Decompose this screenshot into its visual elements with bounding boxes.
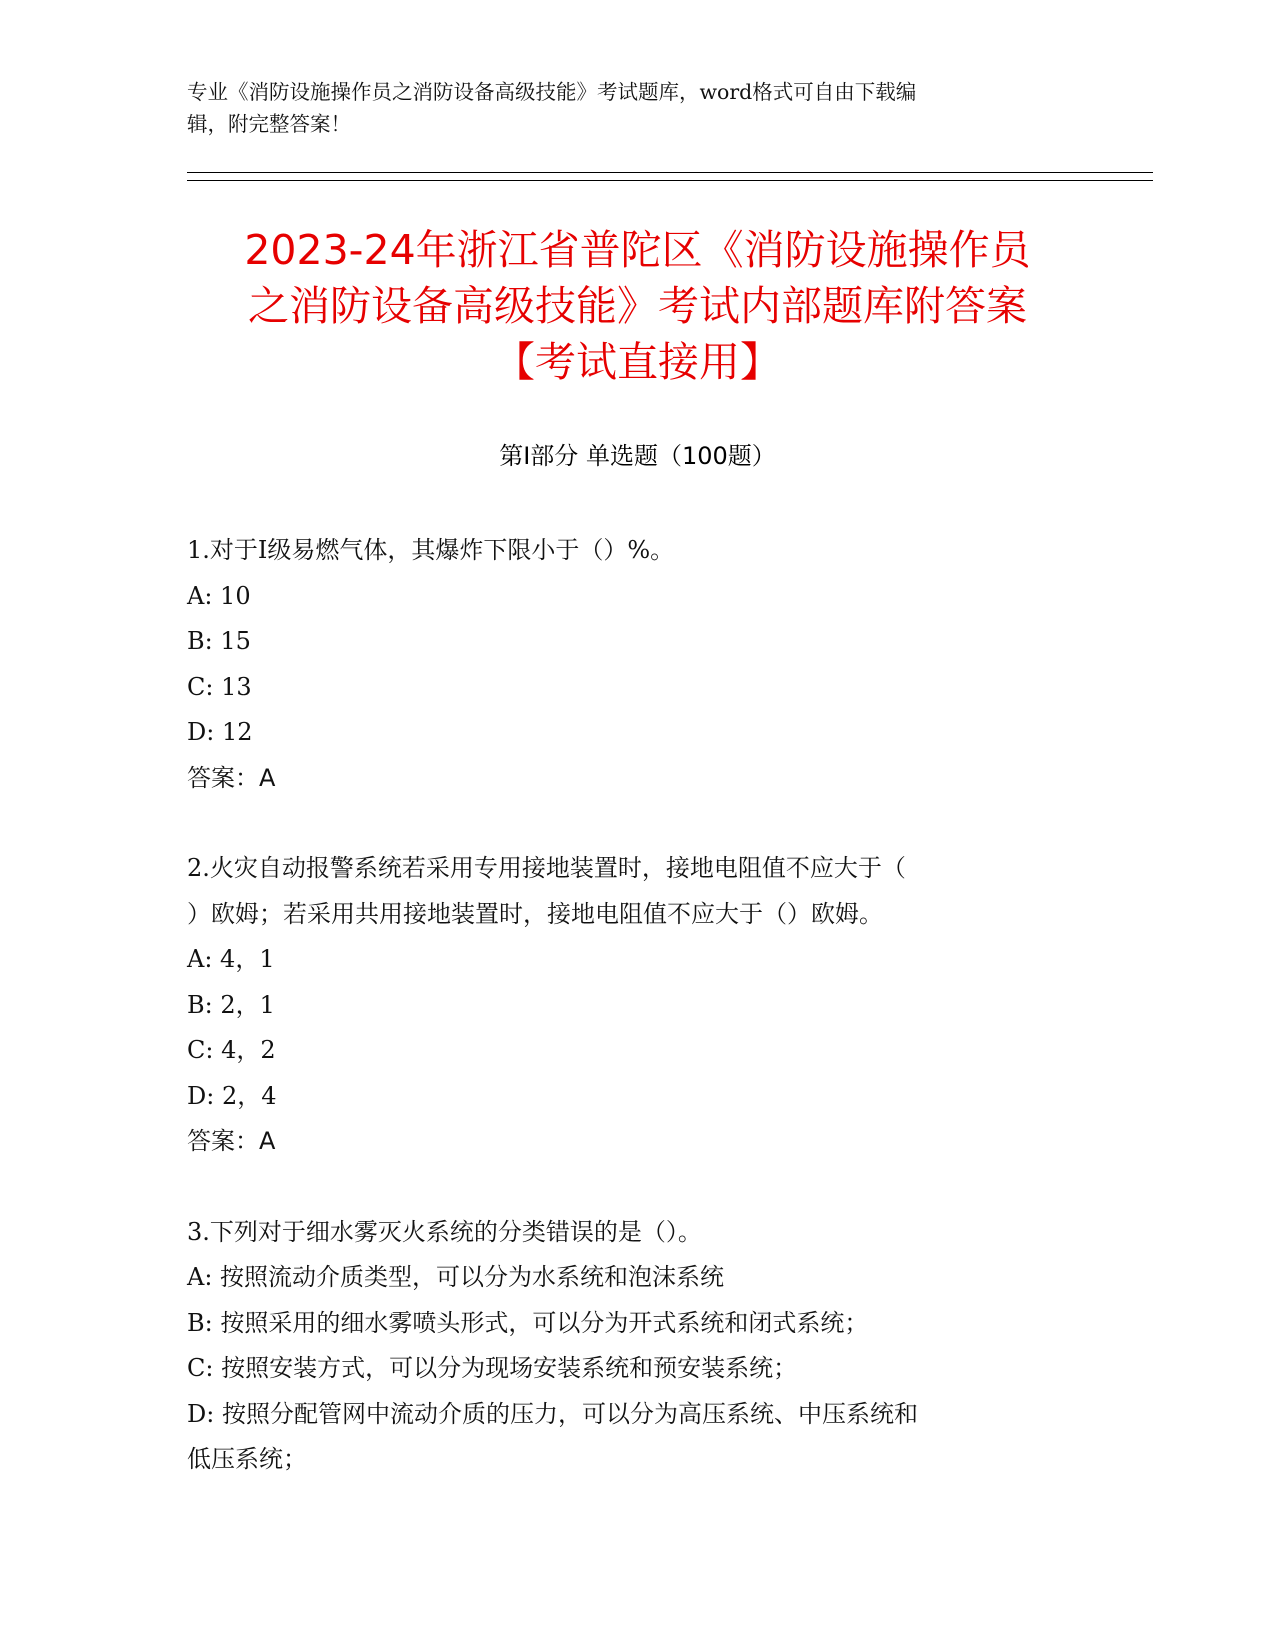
option-d-continued: 低压系统； [187,1445,307,1473]
section-title: 第Ⅰ部分 单选题（100题） [499,442,776,470]
option-b: B: 2，1 [187,990,275,1019]
option-d: D: 按照分配管网中流动介质的压力，可以分为高压系统、中压系统和 [187,1399,918,1428]
question-1 [187,528,1087,801]
document-title [160,222,1115,390]
option-c: C: 13 [187,672,252,701]
header-note [187,76,1057,140]
option-a: A: 4，1 [187,945,275,973]
question-2 [187,846,1087,1165]
header-divider-bottom [187,180,1153,181]
option-d: D: 2，4 [187,1081,277,1110]
option-a: A: 10 [187,581,251,610]
question-stem-continued: ）欧姆；若采用共用接地装置时，接地电阻值不应大于（）欧姆。 [187,899,883,928]
title-line-2: 之消防设备高级技能》考试内部题库附答案 [248,282,1027,330]
option-b: B: 按照采用的细水雾喷头形式，可以分为开式系统和闭式系统； [187,1308,869,1337]
question-stem: 2.火灾自动报警系统若采用专用接地装置时，接地电阻值不应大于（ [187,854,906,882]
title-line-3: 【考试直接用】 [494,338,781,386]
title-line-1: 2023-24年浙江省普陀区《消防设施操作员 [244,226,1031,274]
header-note-line-1: 专业《消防设施操作员之消防设备高级技能》考试题库，word格式可自由下载编 [187,80,917,104]
question-stem: 3.下列对于细水雾灭火系统的分类错误的是（）。 [187,1217,702,1246]
option-d: D: 12 [187,718,253,746]
question-stem: 1.对于Ⅰ级易燃气体，其爆炸下限小于（）%。 [187,536,675,564]
option-c: C: 4，2 [187,1036,276,1064]
header-note-line-2: 辑，附完整答案！ [187,112,351,136]
answer-line: 答案：A [187,1127,276,1155]
option-c: C: 按照安装方式，可以分为现场安装系统和预安装系统； [187,1354,798,1382]
question-list [187,528,1087,1483]
question-3 [187,1210,1087,1483]
option-a: A: 按照流动介质类型，可以分为水系统和泡沫系统 [187,1263,725,1291]
option-b: B: 15 [187,627,251,655]
answer-line: 答案：A [187,763,276,792]
header-divider-top [187,172,1153,173]
